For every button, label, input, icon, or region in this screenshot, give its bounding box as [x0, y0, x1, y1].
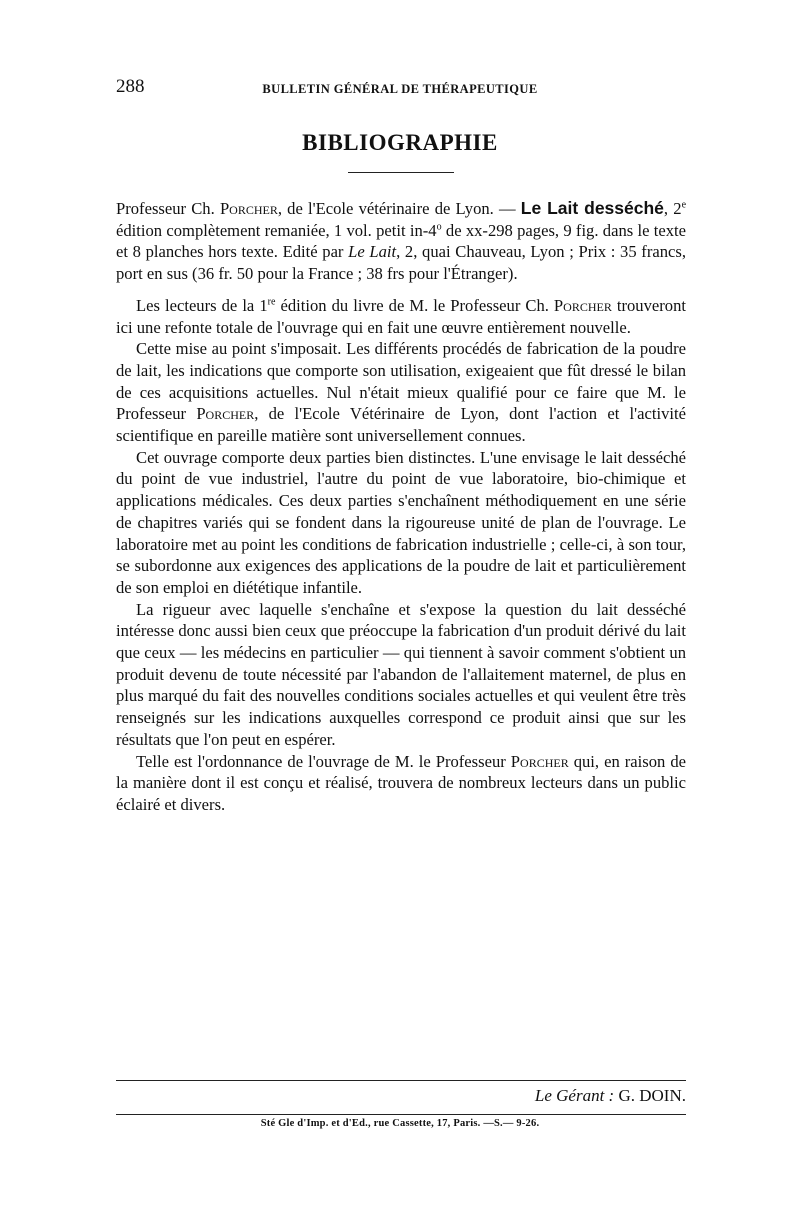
paragraph-1-text-b: édition du livre de M. le Professeur Ch. [275, 295, 554, 315]
format-superscript: o [436, 221, 442, 233]
book-reference [116, 198, 686, 285]
reference-author: Porcher [219, 199, 278, 218]
reference-edition: , 2 [663, 199, 682, 218]
paragraph-1-author: Porcher [553, 295, 612, 315]
gerant-label: Le Gérant : [534, 1086, 615, 1105]
edition-superscript: e [681, 199, 687, 211]
reference-address: , 2, quai Chauveau, Lyon ; Prix : 35 francs, port en sus (36 fr. 50 pour la France ; 38 frs pour l'Étranger). [116, 242, 686, 284]
reference-details: de xx-298 pages, 9 fig. dans le texte et 8 planches hors texte. Edité par [116, 220, 686, 262]
title-rule [348, 172, 454, 173]
paragraph-5-text-b: qui, en raison de la manière dont il est conçu et réalisé, trouvera de nombreux lecteurs dans un public éclairé et divers. [116, 751, 686, 814]
paragraph-5 [116, 751, 686, 816]
reference-prefix: Professeur Ch. [116, 199, 220, 218]
running-head: BULLETIN GÉNÉRAL DE THÉRAPEUTIQUE [262, 82, 538, 96]
reference-affiliation: , de l'Ecole vétérinaire de Lyon. — [277, 199, 521, 218]
paragraph-1-superscript: re [267, 296, 276, 308]
paragraph-5-author: Porcher [510, 751, 569, 771]
paragraph-3: Cet ouvrage comporte deux parties bien distinctes. L'une envisage le lait desséché du point de vue industriel, l'autre du point de vue laboratoire, bio-chimique et applications médicales. Ces deux parties s'enchaînent méthodiquement en une série de chapitres variés qui se fondent dans la rigoureuse unité de plan de l'ouvrage. Le laboratoire met au point les conditions de fabrication industrielle ; celle-ci, à son tour, se subordonne aux exigences des applications de la poudre de lait et particulièrement de son emploi en diététique infantile. [116, 447, 686, 597]
publisher-name: Le Lait [348, 242, 397, 262]
paragraph-2-author: Porcher [196, 404, 255, 424]
reference-edition-rest: édition complètement remaniée, 1 vol. petit in-4 [116, 220, 437, 240]
paragraph-2-text-b: , de l'Ecole Vétérinaire de Lyon, dont l'action et l'activité scientifique en pareille matière sont universellement connues. [116, 404, 686, 446]
paragraph-1-text-a: Les lecteurs de la 1 [136, 295, 268, 315]
article-body [116, 198, 686, 816]
paragraph-2-text-a: Cette mise au point s'imposait. Les différents procédés de fabrication de la poudre de lait, les indications que comporte son utilisation, exigeaient que fût dressé le bilan de ces acquisitions actuelles. Nul n'était mieux qualifié pour ce faire que M. le Professeur [116, 339, 686, 424]
gerant-name: G. DOIN. [614, 1086, 686, 1105]
footer-rule-top [116, 1080, 686, 1081]
book-title: Le Lait desséché [520, 198, 664, 218]
gerant-line [116, 1086, 686, 1106]
section-title: BIBLIOGRAPHIE [302, 130, 498, 155]
paragraph-2 [116, 338, 686, 447]
footer-rule-bottom [116, 1114, 686, 1115]
paragraph-4: La rigueur avec laquelle s'enchaîne et s'expose la question du lait desséché intéresse donc aussi bien ceux que préoccupe la fabrication d'un produit dérivé du lait que ceux — les médecins en particulier — qui tiennent à savoir comment s'obtient un produit devenu de toute nécessité par l'abandon de l'allaitement maternel, de plus en plus marqué du fait des nouvelles conditions sociales actuelles et qui veulent être très renseignés sur les indications auxquelles correspond ce produit ainsi que sur les résultats que l'on peut en espérer. [116, 599, 686, 749]
paragraph-1-text-c: trouveront ici une refonte totale de l'ouvrage qui en fait une œuvre entièrement nouvelle. [116, 295, 686, 337]
printer-imprint: Sté Gle d'Imp. et d'Ed., rue Cassette, 17, Paris. —S.— 9-26. [260, 1118, 540, 1129]
page-number: 288 [116, 76, 145, 97]
paragraph-5-text-a: Telle est l'ordonnance de l'ouvrage de M. le Professeur [136, 751, 511, 771]
paragraph-1 [116, 295, 686, 338]
